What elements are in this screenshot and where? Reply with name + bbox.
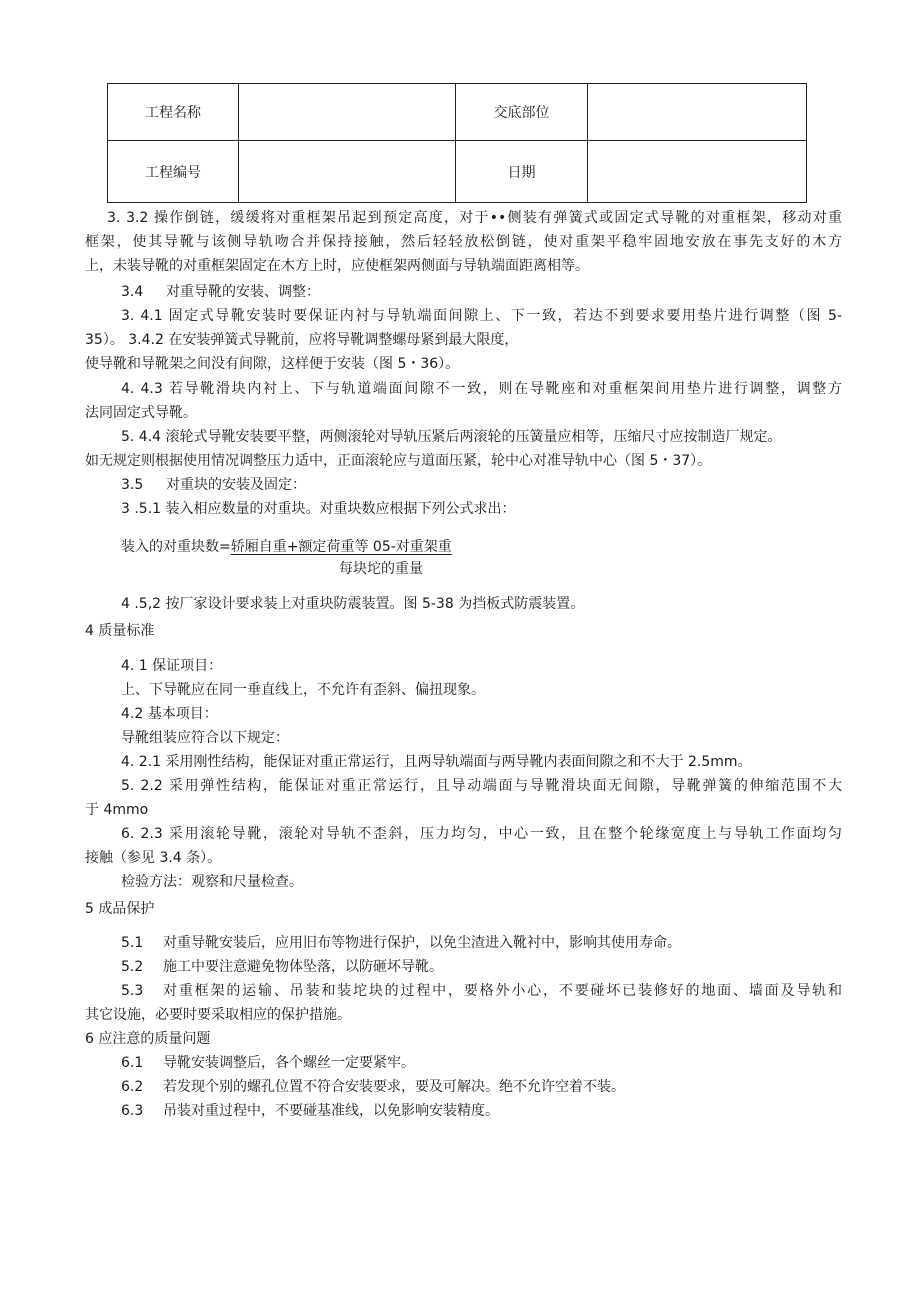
value-project-number: [239, 141, 456, 203]
paragraph-line: 接触（参见 3.4 条）。: [85, 850, 222, 866]
paragraph-line: 使导靴和导靴架之间没有间隙，这样便于安装（图 5・36）。: [85, 356, 460, 372]
paragraph-line: 6. 2.3 采用滚轮导靴，滚轮对导轨不歪斜，压力均匀，中心一致，且在整个轮缘宽度上与导轨工作面均匀: [121, 826, 842, 842]
paragraph-line: 4.2 基本项目：: [121, 706, 218, 722]
formula-numerator: 轿厢自重+额定荷重等 05-对重架重: [230, 539, 452, 555]
value-date: [588, 141, 807, 203]
item-number: 6.3: [121, 1103, 144, 1119]
paragraph-line: 其它设施，必要时要采取相应的保护措施。: [85, 1007, 351, 1023]
item-text: 导靴安装调整后，各个螺丝一定要紧牢。: [163, 1055, 415, 1071]
formula: [121, 537, 452, 557]
label-project-name: 工程名称: [108, 84, 239, 141]
formula-prefix: 装入的对重块数=: [121, 539, 231, 555]
item-number: 5.2: [121, 959, 144, 975]
paragraph-line: 于 4mmo: [85, 802, 149, 818]
paragraph-line: 导靴组装应符合以下规定：: [121, 730, 289, 746]
item-number: 3.4: [121, 284, 144, 300]
paragraph-line: 4 .5,2 按厂家设计要求装上对重块防震装置。图 5-38 为挡板式防震装置。: [121, 596, 585, 612]
paragraph-line: 检验方法：观察和尺量检查。: [121, 874, 303, 890]
formula-denominator: 每块坨的重量: [339, 561, 423, 577]
item-number: 6.1: [121, 1055, 144, 1071]
table-row: [108, 84, 807, 141]
item-text: 对重块的安装及固定：: [166, 477, 306, 493]
item-number: 5.3: [121, 983, 144, 999]
paragraph-line: 上，未装导靴的对重框架固定在木方上时，应使框架两侧面与导轨端面距离相等。: [85, 258, 589, 274]
paragraph-line: 4. 2.1 采用刚性结构，能保证对重正常运行，且两导轨端面与两导靴内表面间隙之和不大于 2.5mm。: [121, 754, 752, 770]
table-row: [108, 141, 807, 203]
paragraph-line: 3. 3.2 操作倒链，缓缓将对重框架吊起到预定高度，对于••侧装有弹簧式或固定式导靴的对重框架，移动对重: [107, 210, 842, 226]
item-number: 3.5: [121, 477, 144, 493]
item-text: 对重导靴安装后，应用旧布等物进行保护，以免尘渣进入靴衬中，影响其使用寿命。: [163, 935, 681, 951]
paragraph-line: 法同固定式导靴。: [85, 405, 197, 421]
item-text: 施工中要注意避免物体坠落，以防砸坏导靴。: [163, 959, 443, 975]
label-handover-part: 交底部位: [456, 84, 588, 141]
paragraph-line: 3 .5.1 装入相应数量的对重块。对重块数应根据下列公式求出：: [121, 501, 516, 517]
value-project-name: [239, 84, 456, 141]
header-table: [107, 83, 807, 203]
paragraph-line: 3. 4.1 固定式导靴安装时要保证内衬与导轨端面间隙上、下一致，若达不到要求要用垫片进行调整（图 5-: [121, 308, 842, 324]
item-text: 吊装对重过程中，不要碰基准线，以免影响安装精度。: [163, 1103, 499, 1119]
paragraph-line: 4. 4.3 若导靴滑块内衬上、下与轨道端面间隙不一致，则在导靴座和对重框架间用垫片进行调整，调整方: [121, 381, 842, 397]
paragraph-line: 框架，使其导靴与该侧导轨吻合并保持接触，然后轻轻放松倒链，使对重架平稳牢固地安放在事先支好的木方: [85, 234, 842, 250]
item-text: 对重框架的运输、吊装和装坨块的过程中，要格外小心，不要碰坏已装修好的地面、墙面及导轨和: [163, 983, 842, 999]
paragraph-line: 4. 1 保证项目：: [121, 658, 223, 674]
value-handover-part: [588, 84, 807, 141]
section-heading-5: 5 成品保护: [85, 901, 155, 917]
item-text: 对重导靴的安装、调整：: [166, 284, 320, 300]
section-heading-6: 6 应注意的质量问题: [85, 1031, 211, 1047]
label-project-number: 工程编号: [108, 141, 239, 203]
paragraph-line: 5. 2.2 采用弹性结构，能保证对重正常运行，且导动端面与导靴滑块面无间隙，导靴弹簧的伸缩范围不大: [121, 778, 842, 794]
paragraph-line: 35）。 3.4.2 在安装弹簧式导靴前，应将导靴调整螺母紧到最大限度，: [85, 332, 519, 348]
item-number: 6.2: [121, 1079, 144, 1095]
item-number: 5.1: [121, 935, 144, 951]
paragraph-line: 上、下导靴应在同一垂直线上，不允许有歪斜、偏扭现象。: [121, 682, 485, 698]
section-heading-4: 4 质量标准: [85, 623, 155, 639]
label-date: 日期: [456, 141, 588, 203]
item-text: 若发现个别的螺孔位置不符合安装要求，要及可解决。绝不允许空着不装。: [163, 1079, 625, 1095]
paragraph-line: 如无规定则根据使用情况调整压力适中，正面滚轮应与道面压紧，轮中心对准导轨中心（图 5・37）。: [85, 453, 712, 469]
paragraph-line: 5. 4.4 滚轮式导靴安装要平整，两侧滚轮对导轨压紧后两滚轮的压簧量应相等，压缩尺寸应按制造厂规定。: [121, 429, 782, 445]
